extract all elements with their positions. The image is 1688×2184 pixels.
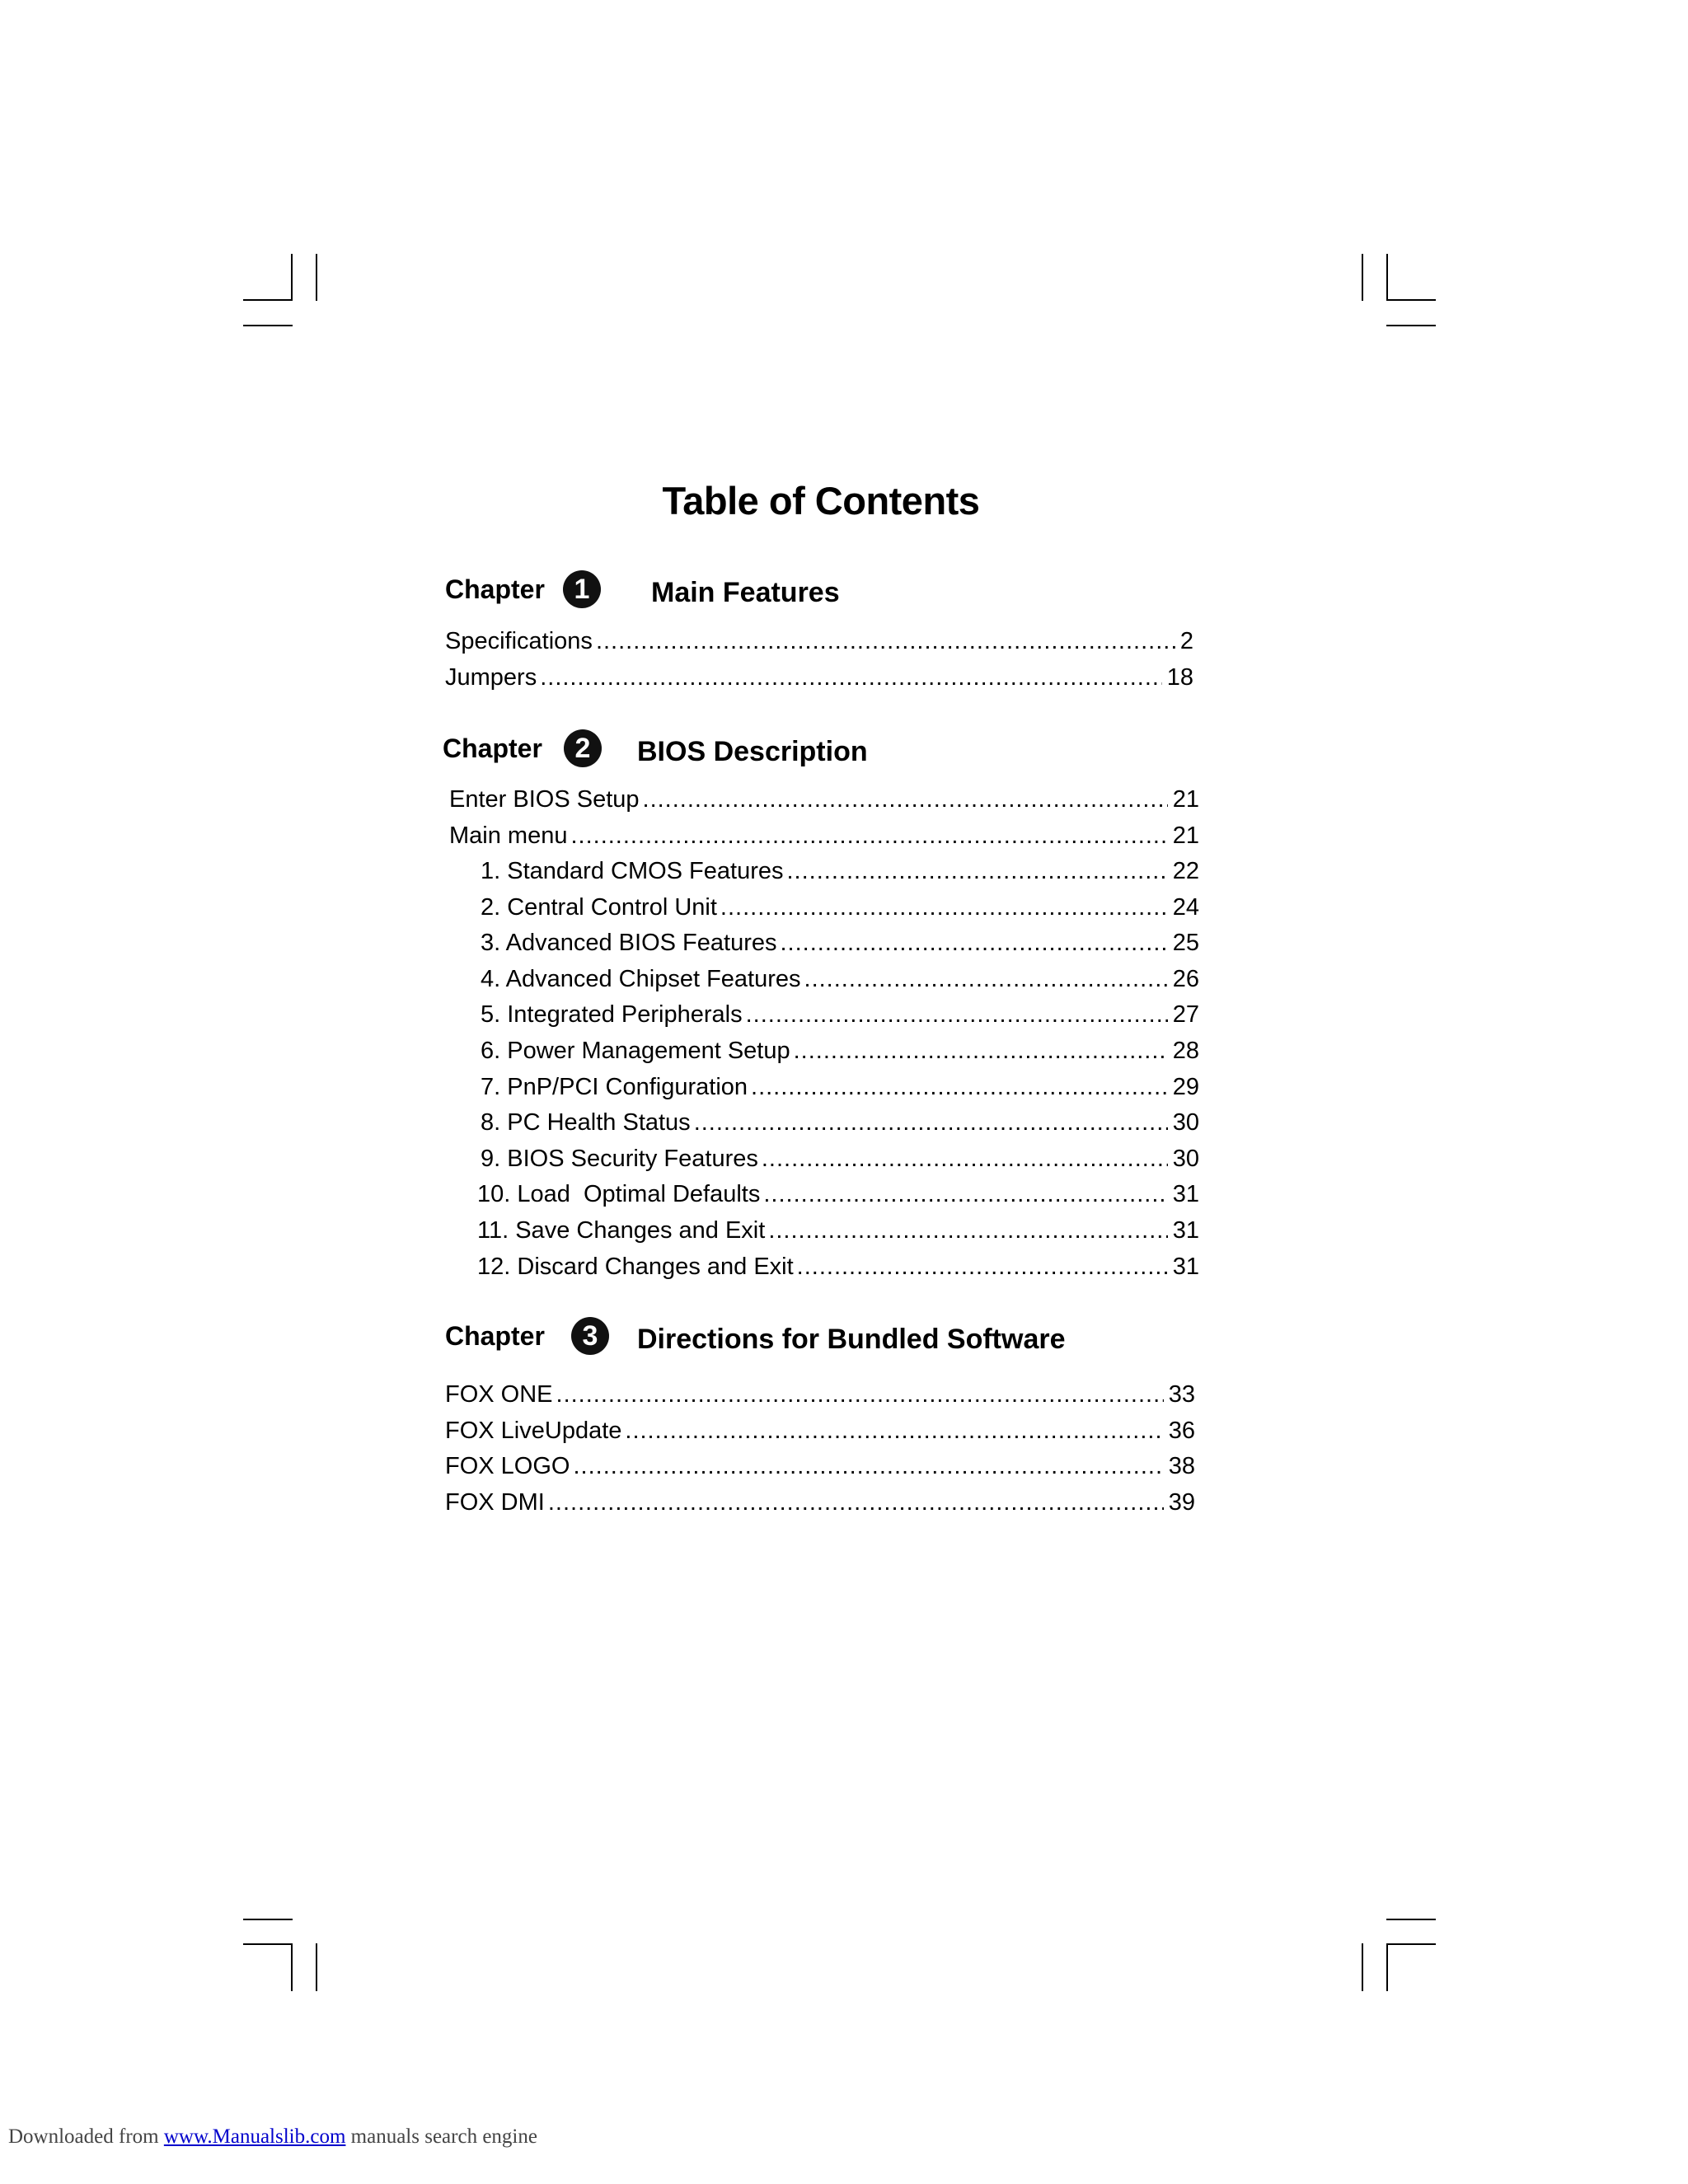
toc-entry[interactable] [477,1213,1199,1249]
toc-entry-label: 3. Advanced BIOS Features [481,930,777,957]
toc-entry-page: 30 [1172,1109,1199,1137]
toc-entry-page: 33 [1168,1381,1195,1408]
toc-entry[interactable] [445,624,1193,660]
dot-leader [643,782,1168,818]
dot-leader [794,1033,1168,1070]
toc-entry-label: 9. BIOS Security Features [481,1145,758,1172]
crop-mark [1386,1919,1436,1920]
toc-entry[interactable] [445,660,1193,696]
toc-list [445,1377,1195,1521]
toc-entry[interactable] [477,1177,1199,1213]
toc-entry-label: 11. Save Changes and Exit [477,1216,766,1244]
chapter-label: Chapter [445,574,545,604]
dot-leader [573,1449,1163,1485]
toc-entry-page: 21 [1172,786,1199,813]
toc-entry-page: 26 [1172,965,1199,992]
toc-entry-label: 7. PnP/PCI Configuration [481,1073,748,1100]
toc-entry[interactable] [445,1485,1195,1521]
crop-mark [243,299,293,301]
toc-entry-label: Jumpers [445,663,537,691]
crop-mark [243,1919,293,1920]
toc-entry-page: 22 [1172,858,1199,884]
chapter-number-badge: 3 [571,1317,609,1355]
crop-mark [1386,325,1436,326]
crop-mark [1386,254,1388,301]
crop-mark [1362,254,1363,301]
dot-leader [596,624,1175,660]
dot-leader [762,1141,1168,1178]
dot-leader [540,660,1162,696]
toc-entry-page: 39 [1168,1488,1195,1516]
toc-entry[interactable] [481,997,1199,1033]
crop-mark [243,325,293,326]
toc-list [449,782,1199,854]
dot-leader [720,890,1168,926]
page-title: Table of Contents [662,479,980,523]
toc-entry-page: 29 [1172,1073,1199,1100]
toc-entry[interactable] [445,1413,1195,1450]
dot-leader [548,1485,1164,1521]
toc-entry-page: 31 [1172,1253,1199,1280]
chapter-title: Main Features [651,577,840,608]
chapter-label: Chapter [443,733,542,763]
dot-leader [751,1070,1168,1106]
dot-leader [746,997,1168,1033]
toc-entry[interactable] [481,1070,1199,1106]
toc-entry-label: FOX LOGO [445,1453,570,1480]
toc-list [445,624,1193,696]
toc-entry-label: 6. Power Management Setup [481,1037,790,1064]
toc-entry-label: Enter BIOS Setup [449,786,640,813]
toc-entry-label: 12. Discard Changes and Exit [477,1253,794,1280]
dot-leader [556,1377,1164,1413]
crop-mark [291,1943,293,1991]
chapter-title: Directions for Bundled Software [637,1324,1066,1355]
dot-leader [570,818,1167,855]
crop-mark [1386,299,1436,301]
toc-entry-page: 21 [1172,822,1199,849]
chapter-number-badge: 2 [564,729,602,767]
toc-entry[interactable] [449,818,1199,855]
toc-entry-page: 38 [1168,1453,1195,1480]
toc-entry[interactable] [481,1141,1199,1178]
toc-entry-label: 5. Integrated Peripherals [481,1001,743,1029]
toc-entry-label: Main menu [449,822,568,849]
toc-entry-page: 31 [1172,1181,1199,1208]
toc-entry-label: 10. Load Optimal Defaults [477,1181,761,1208]
crop-mark [243,1943,293,1945]
toc-entry-page: 27 [1172,1001,1199,1029]
toc-entry[interactable] [481,1105,1199,1141]
crop-mark [1386,1943,1388,1991]
crop-mark [1362,1943,1363,1991]
crop-mark [1386,1943,1436,1945]
toc-entry-label: 2. Central Control Unit [481,893,717,921]
dot-leader [804,962,1168,998]
toc-entry[interactable] [445,1377,1195,1413]
toc-entry-label: Specifications [445,628,593,654]
dot-leader [797,1249,1168,1286]
toc-entry-page: 25 [1172,930,1199,957]
footer-prefix: Downloaded from [8,2125,164,2148]
toc-entry-page: 24 [1172,893,1199,921]
toc-entry[interactable] [481,890,1199,926]
dot-leader [787,854,1168,890]
toc-entry[interactable] [481,854,1199,890]
crop-mark [291,254,293,301]
chapter-heading [445,567,1022,612]
crop-mark [316,1943,317,1991]
toc-entry[interactable] [477,1249,1199,1286]
dot-leader [694,1105,1168,1141]
toc-entry-page: 18 [1166,663,1193,691]
toc-entry-page: 2 [1179,628,1193,654]
toc-entry-label: 4. Advanced Chipset Features [481,965,801,992]
chapter-heading [445,1314,1104,1358]
toc-entry[interactable] [445,1449,1195,1485]
toc-entry[interactable] [481,962,1199,998]
chapter-title: BIOS Description [637,736,868,767]
toc-entry-page: 30 [1172,1145,1199,1172]
toc-entry-page: 31 [1172,1216,1199,1244]
footer-suffix: manuals search engine [345,2125,537,2148]
toc-entry-page: 28 [1172,1037,1199,1064]
toc-sublist [477,854,1199,1285]
dot-leader [763,1177,1167,1213]
chapter-label: Chapter [445,1321,545,1351]
chapter-heading [443,726,1020,771]
download-footer [8,2125,537,2149]
toc-entry-label: FOX DMI [445,1488,545,1516]
crop-mark [316,254,317,301]
toc-entry[interactable] [481,926,1199,962]
dot-leader [625,1413,1163,1450]
toc-entry-page: 36 [1168,1417,1195,1444]
dot-leader [768,1213,1167,1249]
toc-entry-label: 8. PC Health Status [481,1109,691,1137]
dot-leader [780,926,1167,962]
toc-entry[interactable] [449,782,1199,818]
toc-entry-label: FOX LiveUpdate [445,1417,622,1444]
chapter-number-badge: 1 [563,570,601,608]
toc-entry-label: FOX ONE [445,1381,553,1408]
toc-entry-label: 1. Standard CMOS Features [481,858,784,884]
manualslib-link[interactable]: www.Manualslib.com [163,2125,346,2148]
toc-entry[interactable] [481,1033,1199,1070]
